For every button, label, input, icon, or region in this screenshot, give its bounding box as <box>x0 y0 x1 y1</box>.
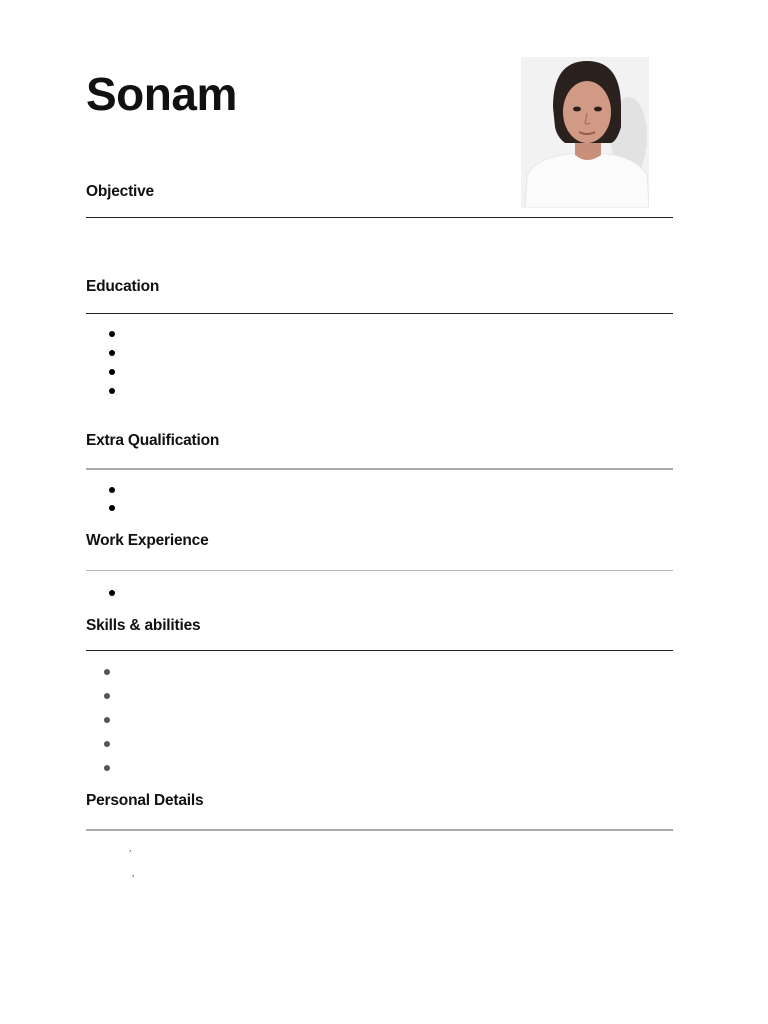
extra-qualification-divider <box>86 468 673 470</box>
candidate-name: Sonam <box>86 68 237 120</box>
skills-list-item <box>104 741 110 747</box>
work-experience-list-item <box>109 590 115 596</box>
work-experience-heading: Work Experience <box>86 532 209 549</box>
education-list-item <box>109 388 115 394</box>
objective-divider <box>86 217 673 218</box>
extra-qualification-list-item <box>109 505 115 511</box>
skills-list-item <box>104 765 110 771</box>
education-list-item <box>109 331 115 337</box>
skills-heading: Skills & abilities <box>86 617 201 634</box>
education-divider <box>86 313 673 314</box>
education-list-item <box>109 350 115 356</box>
skills-list-item <box>104 693 110 699</box>
skills-list-item <box>104 669 110 675</box>
work-experience-divider <box>86 570 673 571</box>
personal-detail-item: , <box>129 843 132 853</box>
personal-detail-item: , <box>132 868 135 878</box>
skills-list-item <box>104 717 110 723</box>
skills-divider <box>86 650 673 651</box>
extra-qualification-list-item <box>109 487 115 493</box>
objective-heading: Objective <box>86 183 154 200</box>
education-heading: Education <box>86 278 160 295</box>
personal-details-heading: Personal Details <box>86 792 204 809</box>
personal-details-divider <box>86 829 673 831</box>
education-list-item <box>109 369 115 375</box>
profile-photo <box>521 57 649 208</box>
extra-qualification-heading: Extra Qualification <box>86 432 220 449</box>
